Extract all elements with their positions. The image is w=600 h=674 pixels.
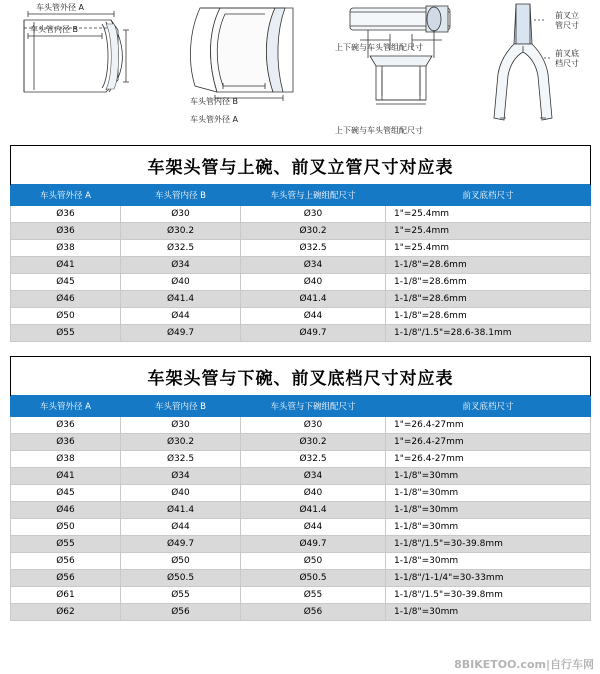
table-cell: Ø41.4 xyxy=(241,502,386,519)
table-cell: Ø50.5 xyxy=(121,570,241,587)
table-cell: Ø50 xyxy=(11,308,121,325)
table-cell: Ø55 xyxy=(241,587,386,604)
table-cell: Ø56 xyxy=(11,553,121,570)
table-row xyxy=(11,519,591,536)
diagram4-label-0: 前叉立 xyxy=(555,11,579,20)
table-cell: Ø45 xyxy=(11,485,121,502)
table-cell: 1-1/8"=28.6mm xyxy=(386,308,591,325)
diagram-head-tube-outer xyxy=(6,0,146,140)
table-cell: Ø49.7 xyxy=(121,325,241,342)
table-cell: Ø50.5 xyxy=(241,570,386,587)
table-row xyxy=(11,257,591,274)
table-cell: Ø41 xyxy=(11,468,121,485)
diagram2-label-1: 车头管外径 A xyxy=(190,115,239,124)
table-cell: 1-1/8"=28.6mm xyxy=(386,291,591,308)
table-cell: Ø44 xyxy=(241,519,386,536)
table-cell: 1"=25.4mm xyxy=(386,240,591,257)
table-row xyxy=(11,308,591,325)
table-cell: Ø32.5 xyxy=(121,240,241,257)
table-cell: Ø61 xyxy=(11,587,121,604)
table-bottom-body xyxy=(11,417,591,621)
diagram-strip xyxy=(0,0,600,145)
table-cell: Ø56 xyxy=(11,570,121,587)
table-cell: 1-1/8"=28.6mm xyxy=(386,257,591,274)
table-cell: Ø32.5 xyxy=(241,240,386,257)
table-row xyxy=(11,223,591,240)
table-cell: Ø40 xyxy=(241,485,386,502)
table-row xyxy=(11,291,591,308)
table-cell: Ø36 xyxy=(11,223,121,240)
table-cell: Ø30 xyxy=(121,417,241,434)
table-cell: Ø44 xyxy=(121,308,241,325)
diagram-fork xyxy=(490,0,579,140)
table-cell: Ø34 xyxy=(121,257,241,274)
table-cell: Ø30.2 xyxy=(241,223,386,240)
diagram4-label-3: 档尺寸 xyxy=(555,59,579,68)
table-bottom-header-0: 车头管外径 A xyxy=(11,396,121,417)
table-cell: 1-1/8"/1.5"=30-39.8mm xyxy=(386,536,591,553)
table-cell: Ø32.5 xyxy=(241,451,386,468)
table-row xyxy=(11,325,591,342)
table-top-header-0: 车头管外径 A xyxy=(11,185,121,206)
table-cell: Ø44 xyxy=(241,308,386,325)
table-cell: Ø46 xyxy=(11,291,121,308)
table-top-header-1: 车头管内径 B xyxy=(121,185,241,206)
table-cell: Ø50 xyxy=(11,519,121,536)
diagram3-label-0: 上下碗与车头管组配尺寸 xyxy=(335,43,423,52)
table-row xyxy=(11,536,591,553)
table-cell: Ø62 xyxy=(11,604,121,621)
table-cell: Ø34 xyxy=(121,468,241,485)
table-top xyxy=(10,145,591,342)
table-cell: Ø46 xyxy=(11,502,121,519)
table-cell: Ø30.2 xyxy=(241,434,386,451)
table-cell: Ø40 xyxy=(121,485,241,502)
table-bottom-title-row xyxy=(11,357,591,396)
table-cell: Ø36 xyxy=(11,417,121,434)
table-cell: Ø30.2 xyxy=(121,434,241,451)
table-cell: Ø38 xyxy=(11,451,121,468)
table-cell: Ø49.7 xyxy=(121,536,241,553)
table-cell: Ø32.5 xyxy=(121,451,241,468)
table-cell: Ø30.2 xyxy=(121,223,241,240)
table-bottom xyxy=(10,356,591,621)
table-cell: Ø30 xyxy=(241,417,386,434)
table-cell: Ø55 xyxy=(121,587,241,604)
table-cell: Ø49.7 xyxy=(241,325,386,342)
table-cell: 1-1/8"/1-1/4"=30-33mm xyxy=(386,570,591,587)
table-cell: 1-1/8"=30mm xyxy=(386,502,591,519)
table-cell: Ø41.4 xyxy=(121,291,241,308)
table-cell: Ø36 xyxy=(11,434,121,451)
table-top-header-2: 车头管与上碗组配尺寸 xyxy=(241,185,386,206)
table-cell: 1-1/8"=30mm xyxy=(386,468,591,485)
diagram4-label-1: 管尺寸 xyxy=(555,21,579,30)
table-cell: Ø40 xyxy=(121,274,241,291)
table-cell: Ø49.7 xyxy=(241,536,386,553)
table-cell: Ø56 xyxy=(121,604,241,621)
diagram3-label-1: 上下碗与车头管组配尺寸 xyxy=(335,126,423,135)
table-cell: Ø56 xyxy=(241,604,386,621)
table-row xyxy=(11,604,591,621)
table-cell: 1-1/8"=30mm xyxy=(386,604,591,621)
table-bottom-wrapper xyxy=(10,356,590,621)
table-cell: Ø50 xyxy=(121,553,241,570)
table-top-header-3: 前叉底档尺寸 xyxy=(386,185,591,206)
table-cell: Ø41.4 xyxy=(121,502,241,519)
table-cell: Ø30 xyxy=(121,206,241,223)
table-row xyxy=(11,274,591,291)
table-cell: Ø55 xyxy=(11,536,121,553)
table-bottom-title: 车架头管与下碗、前叉底档尺寸对应表 xyxy=(11,357,591,396)
table-row xyxy=(11,553,591,570)
table-cell: 1-1/8"/1.5"=28.6-38.1mm xyxy=(386,325,591,342)
table-row xyxy=(11,570,591,587)
table-cell: Ø30 xyxy=(241,206,386,223)
table-top-body xyxy=(11,206,591,342)
table-top-header-row xyxy=(11,185,591,206)
table-cell: 1-1/8"=28.6mm xyxy=(386,274,591,291)
table-cell: Ø55 xyxy=(11,325,121,342)
table-cell: Ø44 xyxy=(121,519,241,536)
table-cell: Ø41 xyxy=(11,257,121,274)
table-cell: Ø34 xyxy=(241,257,386,274)
watermark-text: 8BIKETOO.com|自行车网 xyxy=(454,658,594,671)
table-cell: 1"=25.4mm xyxy=(386,223,591,240)
table-row xyxy=(11,485,591,502)
diagram4-label-2: 前叉底 xyxy=(555,49,579,58)
table-cell: Ø50 xyxy=(241,553,386,570)
table-cell: 1"=26.4-27mm xyxy=(386,417,591,434)
table-cell: Ø38 xyxy=(11,240,121,257)
table-cell: Ø36 xyxy=(11,206,121,223)
table-cell: Ø41.4 xyxy=(241,291,386,308)
table-cell: 1"=26.4-27mm xyxy=(386,451,591,468)
table-top-title: 车架头管与上碗、前叉立管尺寸对应表 xyxy=(11,146,591,185)
diagram1-label-1: 车头管内径 B xyxy=(30,25,79,34)
diagram-tapered-head-tube xyxy=(165,0,315,130)
table-row xyxy=(11,206,591,223)
table-cell: 1"=25.4mm xyxy=(386,206,591,223)
table-bottom-header-1: 车头管内径 B xyxy=(121,396,241,417)
table-cell: Ø40 xyxy=(241,274,386,291)
table-cell: 1-1/8"=30mm xyxy=(386,485,591,502)
table-cell: 1-1/8"/1.5"=30-39.8mm xyxy=(386,587,591,604)
diagram-cup-assembly xyxy=(330,0,480,140)
table-cell: 1-1/8"=30mm xyxy=(386,553,591,570)
table-row xyxy=(11,417,591,434)
table-cell: Ø34 xyxy=(241,468,386,485)
table-row xyxy=(11,240,591,257)
table-top-wrapper xyxy=(10,145,590,342)
diagram1-label-0: 车头管外径 A xyxy=(36,3,85,12)
table-row xyxy=(11,451,591,468)
table-top-title-row xyxy=(11,146,591,185)
table-row xyxy=(11,587,591,604)
table-row xyxy=(11,502,591,519)
table-row xyxy=(11,434,591,451)
table-cell: 1"=26.4-27mm xyxy=(386,434,591,451)
table-bottom-header-3: 前叉底档尺寸 xyxy=(386,396,591,417)
table-bottom-header-2: 车头管与下碗组配尺寸 xyxy=(241,396,386,417)
watermark xyxy=(454,656,594,672)
table-cell: Ø45 xyxy=(11,274,121,291)
table-row xyxy=(11,468,591,485)
table-bottom-header-row xyxy=(11,396,591,417)
diagram2-label-0: 车头管内径 B xyxy=(190,97,239,106)
table-cell: 1-1/8"=30mm xyxy=(386,519,591,536)
